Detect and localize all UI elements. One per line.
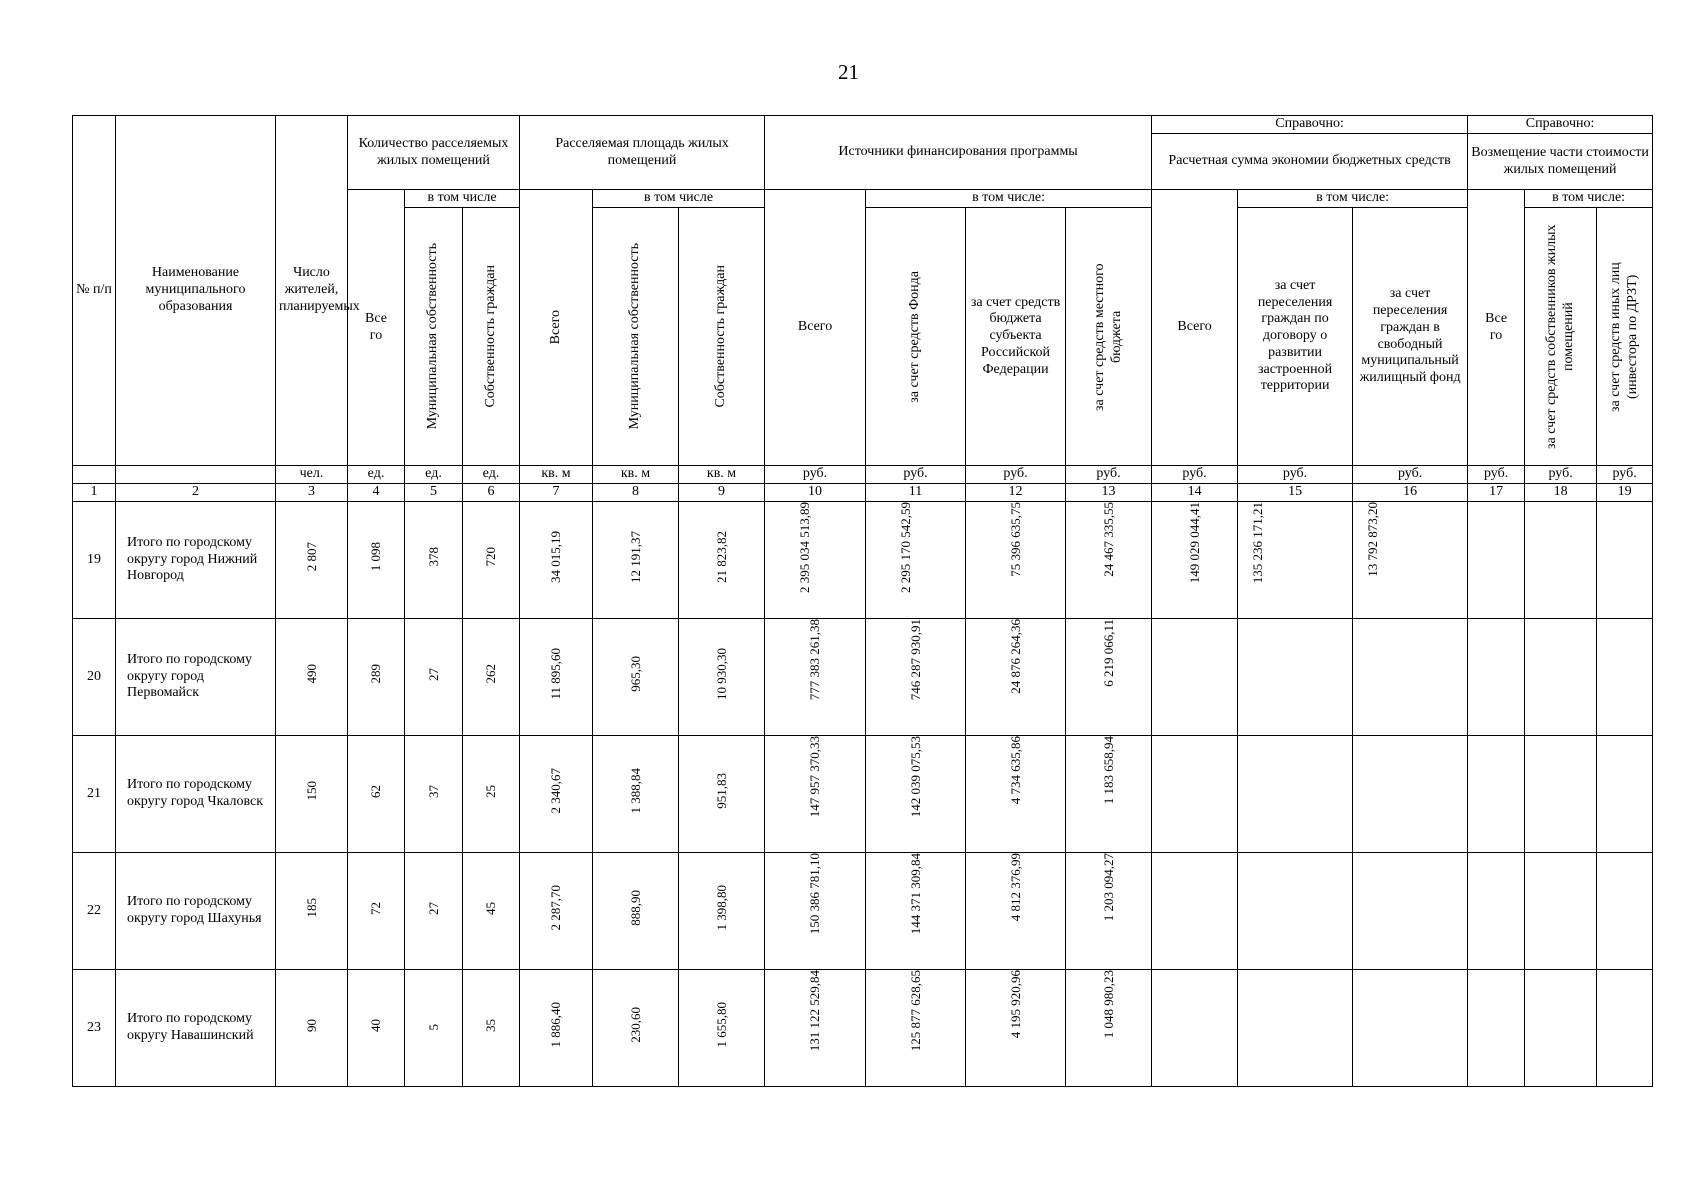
row-name: Итого по городскому округу город Первомайск — [116, 619, 276, 736]
row-comp-owners — [1525, 736, 1597, 853]
row-fin-subject-value: 4 195 920,96 — [1007, 970, 1023, 1039]
row-num: 21 — [73, 736, 116, 853]
col-number: 11 — [866, 484, 966, 502]
row-econ-contract-value: 135 236 171,21 — [1250, 502, 1266, 584]
header-area-total — [520, 190, 593, 466]
row-count-total-value: 289 — [368, 664, 384, 684]
header-comp-total — [1468, 190, 1525, 466]
row-fin-fund-value: 746 287 930,91 — [907, 619, 923, 701]
row-num: 22 — [73, 853, 116, 970]
col-number: 4 — [348, 484, 405, 502]
row-comp-owners — [1525, 619, 1597, 736]
header-reference-2: Справочно: — [1468, 116, 1653, 134]
row-area-municipal — [593, 970, 679, 1087]
row-residents-value: 2 807 — [303, 542, 319, 572]
row-count-citizens — [463, 736, 520, 853]
row-area-citizens-value: 1 655,80 — [713, 1002, 729, 1048]
header-count-total-label: Всего — [365, 310, 387, 343]
table-row — [73, 970, 1653, 1087]
row-area-municipal-value: 1 388,84 — [627, 768, 643, 814]
col-number: 9 — [679, 484, 765, 502]
unit-cell: руб. — [866, 466, 966, 484]
row-count-municipal-value: 5 — [425, 1024, 441, 1031]
row-econ-total — [1152, 619, 1238, 736]
row-area-municipal-value: 12 191,37 — [627, 531, 643, 584]
header-comp-others-label: за счет средств иных лиц (инвестора по ДРЗТ) — [1607, 261, 1640, 412]
row-count-citizens — [463, 619, 520, 736]
unit-cell: руб. — [1066, 466, 1152, 484]
row-econ-total — [1152, 853, 1238, 970]
row-comp-others — [1597, 970, 1653, 1087]
table-row — [73, 502, 1653, 619]
row-fin-subject-value: 24 876 264,36 — [1007, 619, 1023, 694]
row-count-citizens-value: 720 — [483, 547, 499, 567]
col-number: 15 — [1238, 484, 1353, 502]
row-count-total — [348, 502, 405, 619]
row-fin-subject — [966, 970, 1066, 1087]
row-residents-value: 90 — [303, 1018, 319, 1032]
header-comp-others — [1597, 208, 1653, 466]
row-fin-subject — [966, 502, 1066, 619]
row-area-total-value: 1 886,40 — [548, 1002, 564, 1048]
row-num: 23 — [73, 970, 116, 1087]
row-area-citizens — [679, 502, 765, 619]
row-name: Итого по городскому округу город Нижний Новгород — [116, 502, 276, 619]
row-fin-total — [765, 619, 866, 736]
row-econ-contract — [1238, 970, 1353, 1087]
row-fin-fund-value: 144 371 309,84 — [907, 853, 923, 935]
row-econ-free — [1353, 619, 1468, 736]
row-fin-local — [1066, 736, 1152, 853]
row-residents-value: 490 — [303, 664, 319, 684]
header-area-citizens — [679, 208, 765, 466]
unit-cell: руб. — [966, 466, 1066, 484]
header-residents: Число жителей, планируемых — [276, 116, 348, 466]
row-fin-total-value: 777 383 261,38 — [807, 619, 823, 701]
row-fin-subject — [966, 619, 1066, 736]
row-econ-contract — [1238, 619, 1353, 736]
header-area-municipal — [593, 208, 679, 466]
row-fin-subject-value: 75 396 635,75 — [1007, 502, 1023, 577]
header-fin-fund-label: за счет средств Фонда — [907, 270, 923, 403]
row-econ-free — [1353, 853, 1468, 970]
row-area-total-value: 2 340,67 — [548, 768, 564, 814]
row-fin-local-value: 1 183 658,94 — [1100, 736, 1116, 805]
row-count-municipal-value: 378 — [425, 547, 441, 567]
row-econ-contract — [1238, 736, 1353, 853]
row-econ-free — [1353, 970, 1468, 1087]
row-comp-total — [1468, 853, 1525, 970]
col-number: 16 — [1353, 484, 1468, 502]
row-name: Итого по городскому округу город Шахунья — [116, 853, 276, 970]
row-count-citizens — [463, 853, 520, 970]
row-count-citizens-value: 45 — [483, 901, 499, 915]
unit-cell: ед. — [463, 466, 520, 484]
row-name: Итого по городскому округу город Чкаловск — [116, 736, 276, 853]
row-econ-total — [1152, 502, 1238, 619]
row-count-total — [348, 736, 405, 853]
row-area-citizens-value: 1 398,80 — [713, 885, 729, 931]
row-area-citizens-value: 951,83 — [713, 773, 729, 809]
header-count-group: Количество расселяемых жилых помещений — [348, 116, 520, 190]
row-area-municipal — [593, 736, 679, 853]
unit-cell: руб. — [1525, 466, 1597, 484]
table-row — [73, 736, 1653, 853]
unit-cell: руб. — [1597, 466, 1653, 484]
row-count-total-value: 1 098 — [368, 542, 384, 572]
row-area-total — [520, 502, 593, 619]
row-count-total — [348, 619, 405, 736]
row-fin-subject-value: 4 734 635,86 — [1007, 736, 1023, 805]
header-fin-local-label: за счет средств местного бюджета — [1091, 262, 1124, 411]
row-residents — [276, 970, 348, 1087]
row-comp-total — [1468, 502, 1525, 619]
col-number: 13 — [1066, 484, 1152, 502]
row-fin-total — [765, 736, 866, 853]
header-count-total — [348, 190, 405, 466]
col-number: 7 — [520, 484, 593, 502]
row-residents-value: 185 — [303, 898, 319, 918]
row-fin-total-value: 131 122 529,84 — [807, 970, 823, 1052]
column-numbers-row — [73, 484, 1653, 502]
header-count-citizens — [463, 208, 520, 466]
row-count-citizens-value: 35 — [483, 1018, 499, 1032]
row-count-citizens-value: 262 — [483, 664, 499, 684]
row-comp-others — [1597, 619, 1653, 736]
row-name: Итого по городскому округу Навашинский — [116, 970, 276, 1087]
row-fin-subject — [966, 736, 1066, 853]
row-comp-owners — [1525, 502, 1597, 619]
header-num: № п/п — [73, 116, 116, 466]
row-fin-subject-value: 4 812 376,99 — [1007, 853, 1023, 922]
row-count-total-value: 40 — [368, 1018, 384, 1032]
row-num: 20 — [73, 619, 116, 736]
row-count-total-value: 62 — [368, 784, 384, 798]
row-fin-local — [1066, 970, 1152, 1087]
header-fin-incl: в том числе: — [866, 190, 1152, 208]
row-area-municipal — [593, 619, 679, 736]
row-fin-fund — [866, 502, 966, 619]
header-reference-1: Справочно: — [1152, 116, 1468, 134]
row-count-municipal — [405, 853, 463, 970]
col-number: 8 — [593, 484, 679, 502]
unit-cell: ед. — [405, 466, 463, 484]
col-number: 6 — [463, 484, 520, 502]
header-count-incl: в том числе — [405, 190, 520, 208]
col-number: 19 — [1597, 484, 1653, 502]
units-row — [73, 466, 1653, 484]
row-residents — [276, 736, 348, 853]
row-fin-local-value: 24 467 335,55 — [1100, 502, 1116, 577]
row-count-municipal — [405, 970, 463, 1087]
row-comp-others — [1597, 853, 1653, 970]
header-area-group: Расселяемая площадь жилых помещений — [520, 116, 765, 190]
row-fin-fund — [866, 619, 966, 736]
header-fin-total: Всего — [765, 190, 866, 466]
row-fin-local-value: 1 203 094,27 — [1100, 853, 1116, 922]
header-area-municipal-label: Муниципальная собственность — [627, 243, 643, 430]
row-count-municipal-value: 27 — [425, 901, 441, 915]
row-count-total-value: 72 — [368, 901, 384, 915]
row-count-citizens-value: 25 — [483, 784, 499, 798]
row-area-total — [520, 736, 593, 853]
row-fin-fund-value: 142 039 075,53 — [907, 736, 923, 818]
header-area-total-label: Всего — [547, 310, 563, 345]
col-number: 10 — [765, 484, 866, 502]
row-fin-subject — [966, 853, 1066, 970]
row-area-municipal-value: 888,90 — [627, 890, 643, 926]
row-area-municipal-value: 230,60 — [627, 1007, 643, 1043]
header-fin-fund — [866, 208, 966, 466]
row-area-total — [520, 619, 593, 736]
header-econ-free: за счет переселения граждан в свободный муниципальный жилищный фонд — [1353, 208, 1468, 466]
row-count-citizens — [463, 502, 520, 619]
unit-cell: руб. — [765, 466, 866, 484]
row-area-citizens-value: 21 823,82 — [713, 531, 729, 584]
row-count-municipal-value: 37 — [425, 784, 441, 798]
row-area-citizens — [679, 970, 765, 1087]
row-fin-local — [1066, 502, 1152, 619]
header-comp-owners — [1525, 208, 1597, 466]
row-area-citizens — [679, 853, 765, 970]
unit-cell: руб. — [1353, 466, 1468, 484]
row-fin-total-value: 150 386 781,10 — [807, 853, 823, 935]
unit-cell: руб. — [1152, 466, 1238, 484]
header-fin-local — [1066, 208, 1152, 466]
col-number: 17 — [1468, 484, 1525, 502]
header-count-municipal-label: Муниципальная собственность — [425, 243, 441, 430]
row-fin-local — [1066, 853, 1152, 970]
table-row — [73, 853, 1653, 970]
row-count-municipal — [405, 502, 463, 619]
row-fin-local-value: 6 219 066,11 — [1100, 619, 1116, 687]
row-area-total — [520, 970, 593, 1087]
row-econ-contract — [1238, 853, 1353, 970]
row-area-total-value: 11 895,60 — [548, 648, 564, 700]
row-comp-total — [1468, 736, 1525, 853]
row-count-total — [348, 970, 405, 1087]
table-row — [73, 619, 1653, 736]
row-count-municipal — [405, 619, 463, 736]
row-econ-free-value: 13 792 873,20 — [1365, 502, 1381, 577]
row-econ-total — [1152, 736, 1238, 853]
col-number: 1 — [73, 484, 116, 502]
resettlement-table-container — [72, 115, 1652, 1087]
row-comp-others — [1597, 736, 1653, 853]
row-comp-owners — [1525, 853, 1597, 970]
row-fin-fund — [866, 970, 966, 1087]
row-econ-total — [1152, 970, 1238, 1087]
row-comp-total — [1468, 970, 1525, 1087]
unit-cell-blank-1 — [73, 466, 116, 484]
header-econ-total: Всего — [1152, 190, 1238, 466]
row-area-citizens-value: 10 930,30 — [713, 648, 729, 701]
unit-cell-blank-2 — [116, 466, 276, 484]
row-comp-total — [1468, 619, 1525, 736]
col-number: 3 — [276, 484, 348, 502]
unit-cell: руб. — [1238, 466, 1353, 484]
row-comp-owners — [1525, 970, 1597, 1087]
row-area-total-value: 2 287,70 — [548, 885, 564, 931]
row-residents — [276, 619, 348, 736]
header-area-citizens-label: Собственность граждан — [713, 265, 729, 408]
row-fin-total — [765, 853, 866, 970]
row-comp-others — [1597, 502, 1653, 619]
row-fin-fund — [866, 736, 966, 853]
row-fin-fund-value: 2 295 170 542,59 — [897, 502, 913, 593]
unit-cell: кв. м — [520, 466, 593, 484]
row-residents — [276, 502, 348, 619]
row-area-total-value: 34 015,19 — [548, 531, 564, 584]
row-econ-total-value: 149 029 044,41 — [1186, 502, 1202, 584]
row-area-municipal-value: 965,30 — [627, 656, 643, 692]
row-area-municipal — [593, 853, 679, 970]
row-fin-local — [1066, 619, 1152, 736]
header-comp-incl: в том числе: — [1525, 190, 1653, 208]
row-residents-value: 150 — [303, 781, 319, 801]
page-number: 21 — [838, 60, 859, 84]
row-fin-total-value: 147 957 370,33 — [807, 736, 823, 818]
unit-cell: руб. — [1468, 466, 1525, 484]
row-fin-total — [765, 970, 866, 1087]
unit-cell: чел. — [276, 466, 348, 484]
header-name: Наименование муниципального образования — [116, 116, 276, 466]
col-number: 18 — [1525, 484, 1597, 502]
row-count-citizens — [463, 970, 520, 1087]
row-fin-total — [765, 502, 866, 619]
col-number: 2 — [116, 484, 276, 502]
header-savings-group: Расчетная сумма экономии бюджетных средств — [1152, 134, 1468, 190]
header-comp-owners-label: за счет средств собственников жилых помещений — [1543, 224, 1576, 449]
row-count-municipal — [405, 736, 463, 853]
row-fin-fund-value: 125 877 628,65 — [907, 970, 923, 1052]
header-count-citizens-label: Собственность граждан — [482, 265, 498, 408]
row-econ-contract — [1238, 502, 1353, 619]
header-fin-subject: за счет средств бюджета субъекта Российской Федерации — [966, 208, 1066, 466]
row-area-total — [520, 853, 593, 970]
header-area-incl: в том числе — [593, 190, 765, 208]
row-econ-free — [1353, 736, 1468, 853]
row-count-municipal-value: 27 — [425, 667, 441, 681]
row-econ-free — [1353, 502, 1468, 619]
unit-cell: ед. — [348, 466, 405, 484]
row-area-citizens — [679, 619, 765, 736]
header-econ-contract: за счет переселения граждан по договору о развитии застроенной территории — [1238, 208, 1353, 466]
row-fin-total-value: 2 395 034 513,89 — [797, 502, 813, 593]
col-number: 5 — [405, 484, 463, 502]
row-area-municipal — [593, 502, 679, 619]
row-num: 19 — [73, 502, 116, 619]
header-financing-group: Источники финансирования программы — [765, 116, 1152, 190]
unit-cell: кв. м — [593, 466, 679, 484]
col-number: 12 — [966, 484, 1066, 502]
header-count-municipal — [405, 208, 463, 466]
row-area-citizens — [679, 736, 765, 853]
header-econ-incl: в том числе: — [1238, 190, 1468, 208]
resettlement-table — [72, 115, 1653, 1087]
row-fin-fund — [866, 853, 966, 970]
row-count-total — [348, 853, 405, 970]
col-number: 14 — [1152, 484, 1238, 502]
unit-cell: кв. м — [679, 466, 765, 484]
header-comp-total-label: Всего — [1485, 310, 1508, 343]
row-fin-local-value: 1 048 980,23 — [1100, 970, 1116, 1039]
row-residents — [276, 853, 348, 970]
header-compensation-group: Возмещение части стоимости жилых помещений — [1468, 134, 1653, 190]
